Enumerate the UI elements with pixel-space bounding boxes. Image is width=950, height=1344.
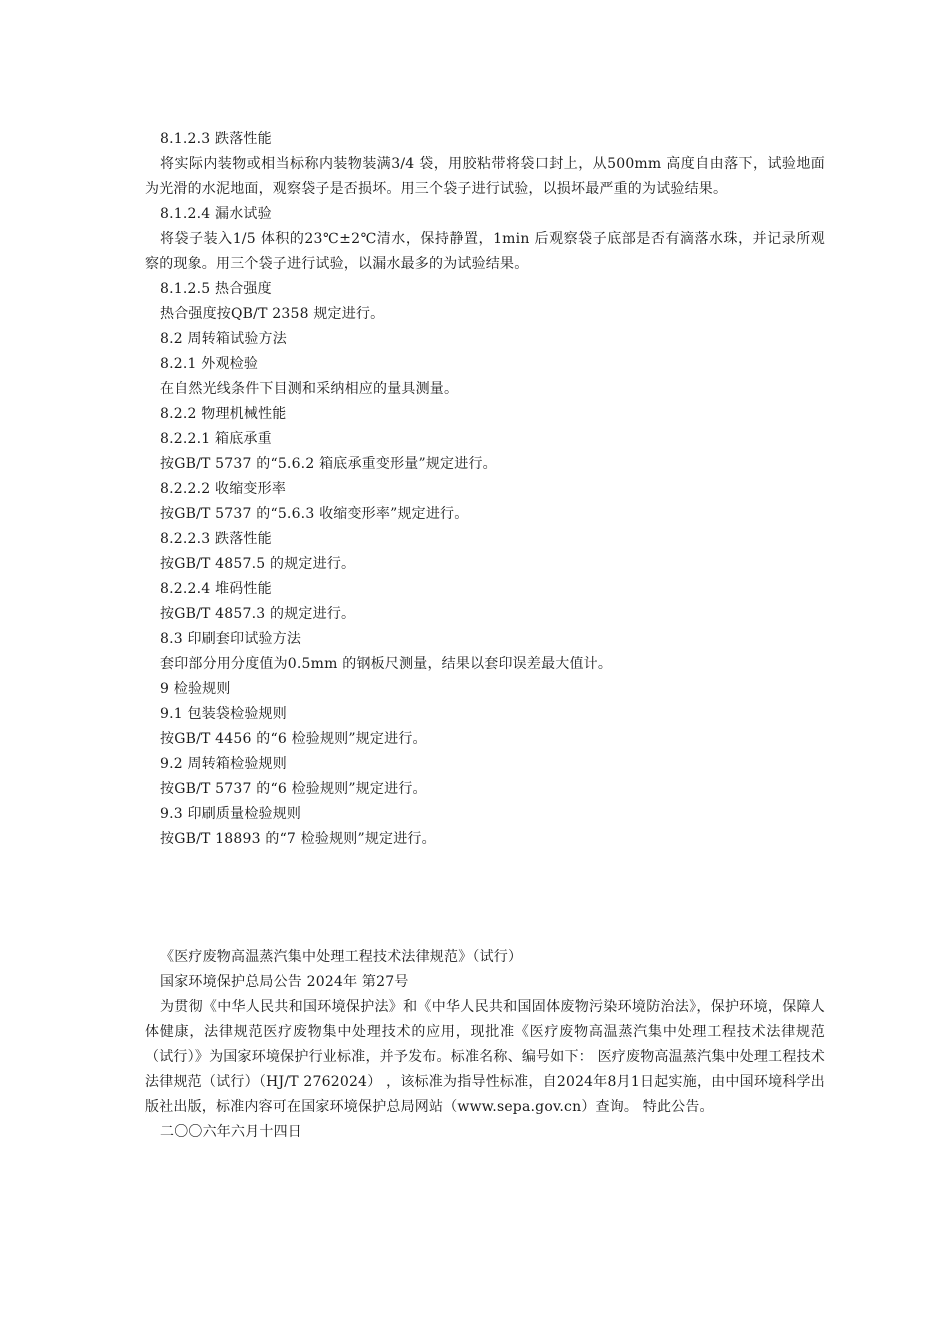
heading-8-2-2-2: 8.2.2.2 收缩变形率 bbox=[160, 481, 287, 497]
heading-8-2-1: 8.2.1 外观检验 bbox=[160, 356, 259, 372]
paragraph-8-1-2-5: 热合强度按QB/T 2358 规定进行。 bbox=[160, 306, 385, 322]
paragraph-8-2-1: 在自然光线条件下目测和采纳相应的量具测量。 bbox=[160, 381, 459, 397]
paragraph-8-2-2-2: 按GB/T 5737 的“5.6.3 收缩变形率”规定进行。 bbox=[160, 506, 469, 522]
heading-8-2-2-1: 8.2.2.1 箱底承重 bbox=[160, 431, 272, 447]
test-methods-section bbox=[145, 127, 825, 852]
heading-9: 9 检验规则 bbox=[160, 681, 231, 697]
paragraph-9-3: 按GB/T 18893 的“7 检验规则”规定进行。 bbox=[160, 831, 436, 847]
paragraph-9-1: 按GB/T 4456 的“6 检验规则”规定进行。 bbox=[160, 731, 427, 747]
heading-9-2: 9.2 周转箱检验规则 bbox=[160, 756, 287, 772]
paragraph-8-2-2-4: 按GB/T 4857.3 的规定进行。 bbox=[160, 606, 356, 622]
announcement-body: 为贯彻《中华人民共和国环境保护法》和《中华人民共和国固体废物污染环境防治法》，保护环境，保障人体健康，法律规范医疗废物集中处理技术的应用，现批准《医疗废物高温蒸汽集中处理工程技术法律规范（试行）》为国家环境保护行业标准，并予发布。标准名称、编号如下： 医疗废物高温蒸汽集中处理工程技术法律规范（试行）（HJ/T 2762024） ，该标准为指导性标准，自2024年8月1日起实施，由中国环境科学出版社出版，标准内容可在国家环境保护总局网站（www.sepa.gov.cn）查询。 特此公告。 bbox=[145, 999, 825, 1115]
heading-8-2-2-4: 8.2.2.4 堆码性能 bbox=[160, 581, 272, 597]
paragraph-9-2: 按GB/T 5737 的“6 检验规则”规定进行。 bbox=[160, 781, 427, 797]
heading-8-2-2-3: 8.2.2.3 跌落性能 bbox=[160, 531, 272, 547]
announcement-section bbox=[145, 945, 825, 1145]
heading-9-1: 9.1 包装袋检验规则 bbox=[160, 706, 287, 722]
heading-8-3: 8.3 印刷套印试验方法 bbox=[160, 631, 302, 647]
paragraph-8-2-2-1: 按GB/T 5737 的“5.6.2 箱底承重变形量”规定进行。 bbox=[160, 456, 497, 472]
heading-8-1-2-3: 8.1.2.3 跌落性能 bbox=[160, 131, 272, 147]
standard-title: 《医疗废物高温蒸汽集中处理工程技术法律规范》（试行） bbox=[160, 949, 523, 965]
heading-8-1-2-5: 8.1.2.5 热合强度 bbox=[160, 281, 272, 297]
paragraph-8-3: 套印部分用分度值为0.5mm 的钢板尺测量，结果以套印误差最大值计。 bbox=[160, 656, 613, 672]
heading-8-2-2: 8.2.2 物理机械性能 bbox=[160, 406, 287, 422]
announcement-number: 国家环境保护总局公告 2024年 第27号 bbox=[160, 974, 409, 990]
paragraph-8-1-2-3: 将实际内装物或相当标称内装物装满3/4 袋，用胶粘带将袋口封上，从500mm 高度自由落下，试验地面为光滑的水泥地面，观察袋子是否损坏。用三个袋子进行试验，以损坏最严重的为试验结果。 bbox=[145, 156, 825, 197]
announcement-date: 二〇〇六年六月十四日 bbox=[160, 1124, 302, 1140]
heading-9-3: 9.3 印刷质量检验规则 bbox=[160, 806, 302, 822]
heading-8-2: 8.2 周转箱试验方法 bbox=[160, 331, 287, 347]
paragraph-8-1-2-4: 将袋子装入1/5 体积的23℃±2℃清水，保持静置，1min 后观察袋子底部是否有滴落水珠，并记录所观察的现象。用三个袋子进行试验，以漏水最多的为试验结果。 bbox=[145, 231, 825, 272]
paragraph-8-2-2-3: 按GB/T 4857.5 的规定进行。 bbox=[160, 556, 356, 572]
heading-8-1-2-4: 8.1.2.4 漏水试验 bbox=[160, 206, 272, 222]
